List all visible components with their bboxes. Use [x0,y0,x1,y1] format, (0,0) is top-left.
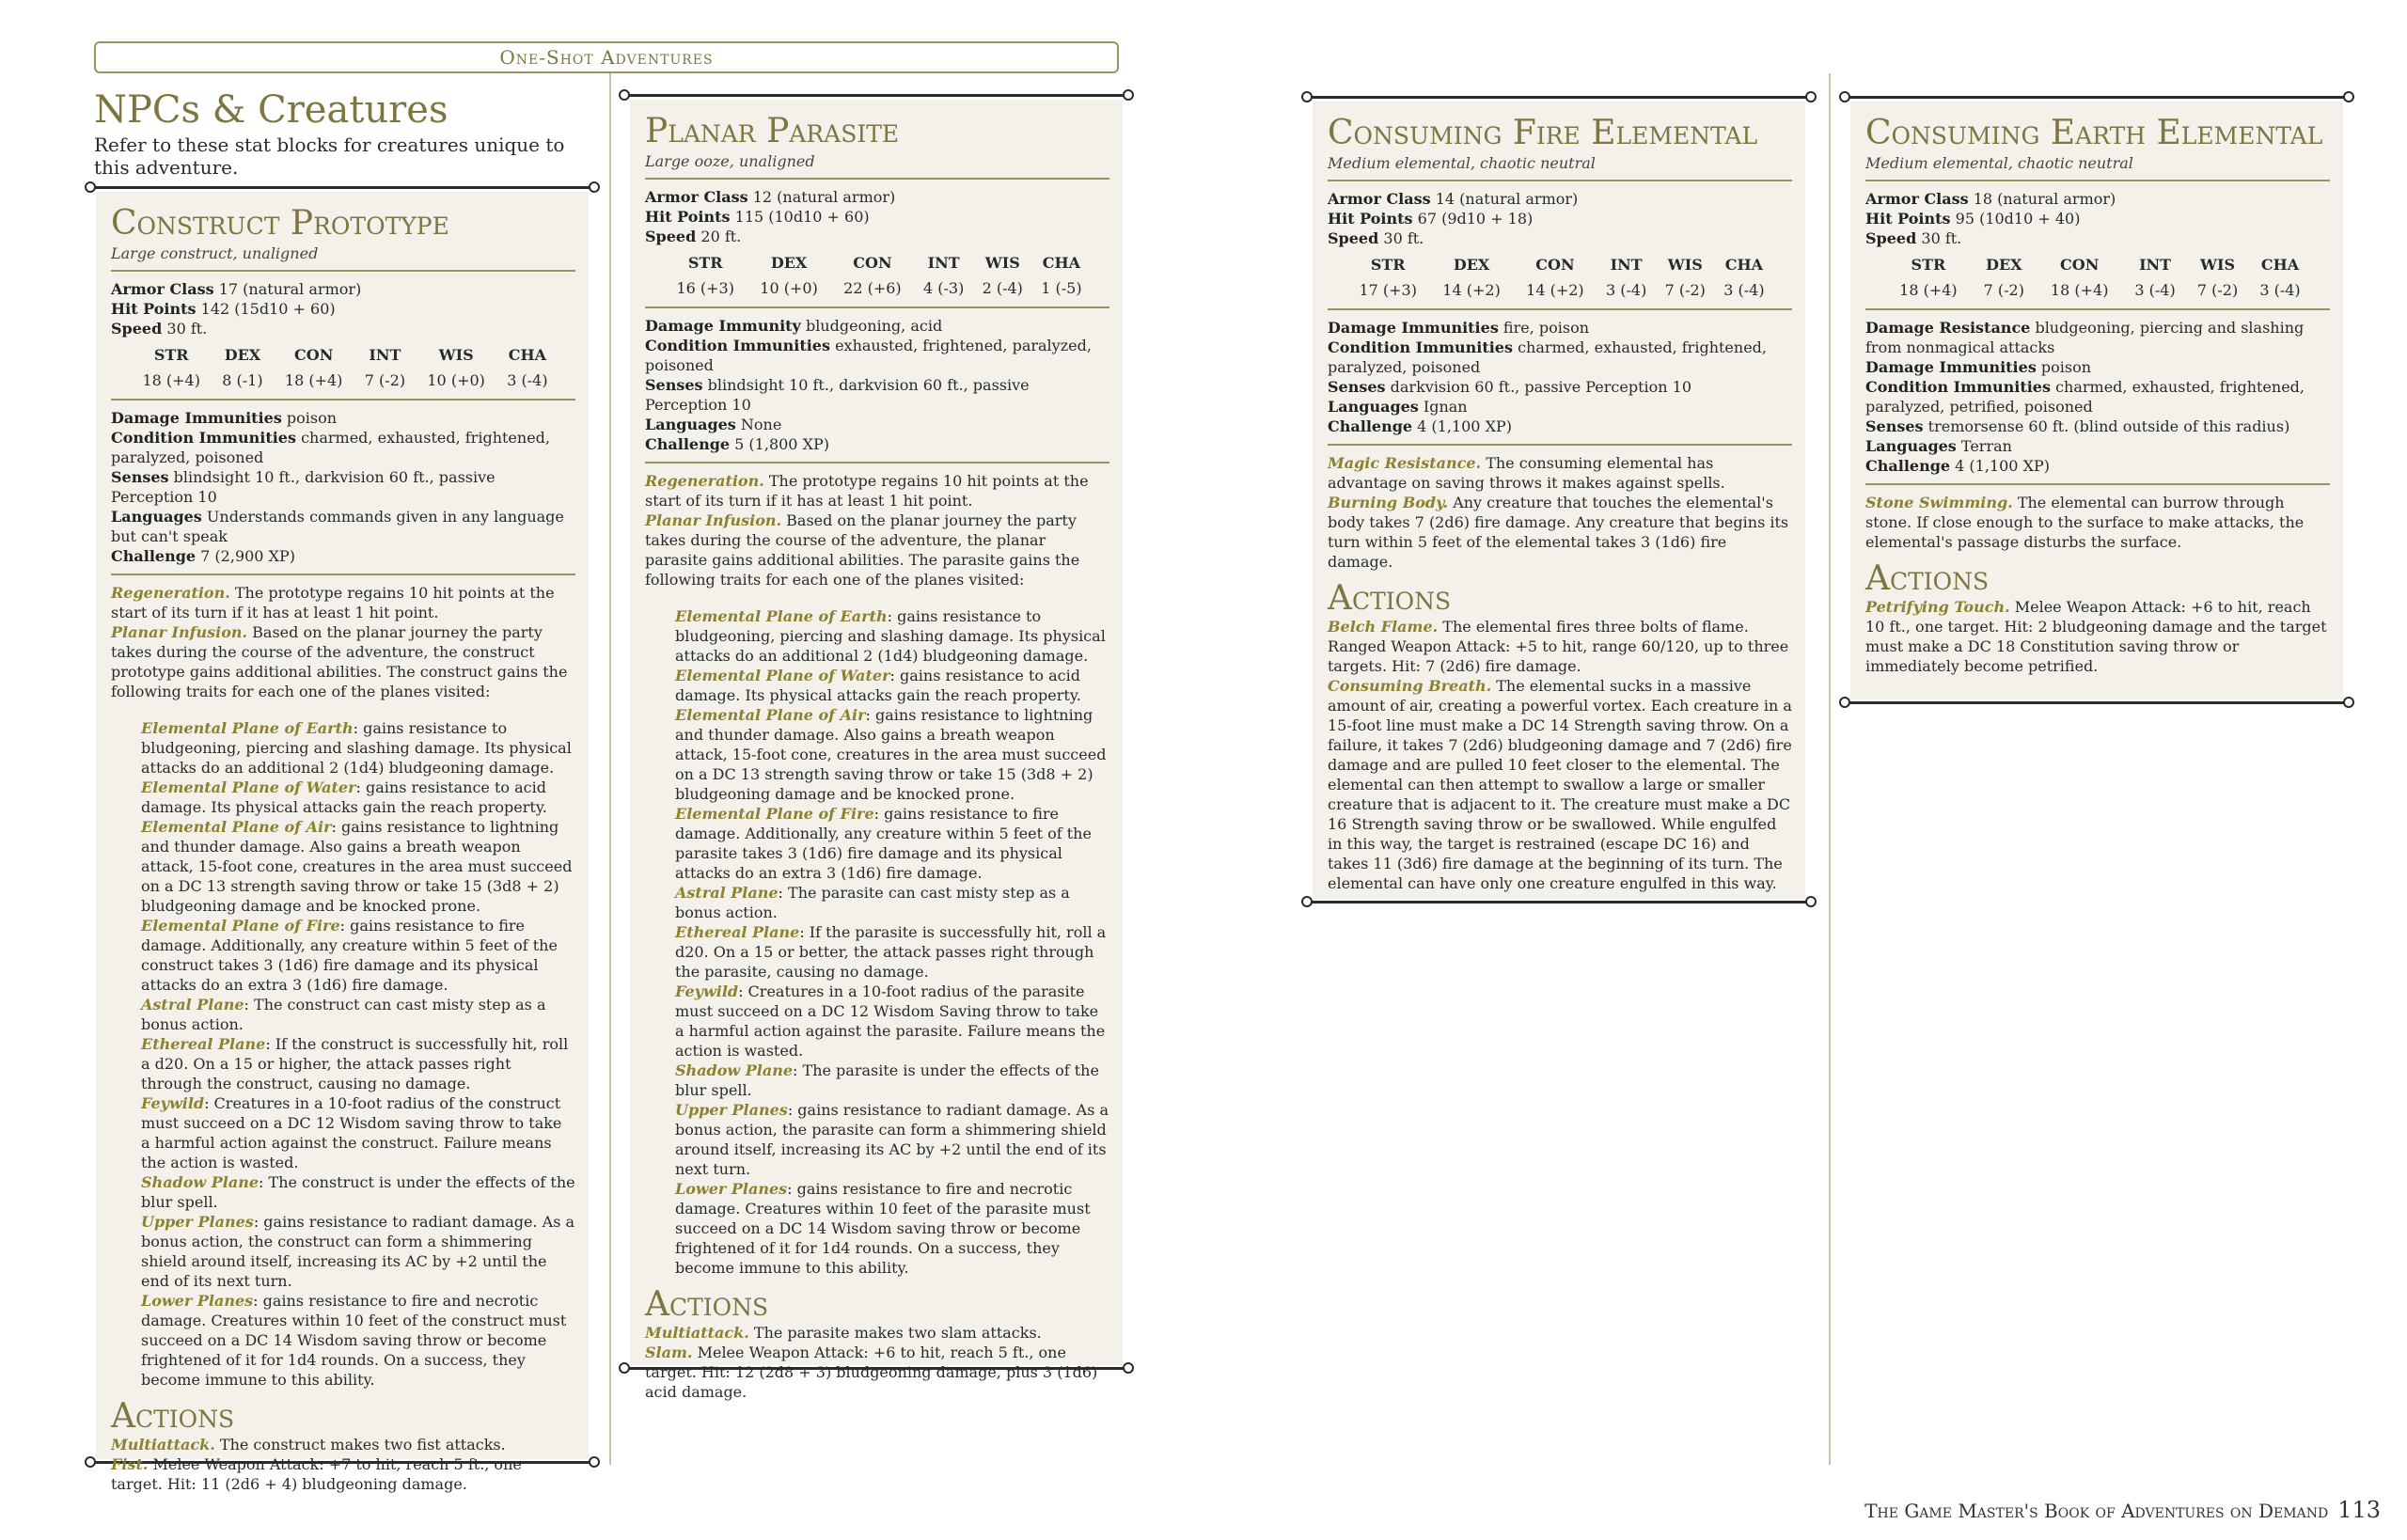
property-line [111,408,575,428]
action-entry [645,1323,1109,1343]
trait-name: Regeneration. [645,472,764,490]
trait-text: Any creature that touches the elemental's body takes 7 (2d6) fire damage. Any creature that begins its turn within 5 feet of the elemental takes 3 (1d6) fire damage. [1328,494,1789,571]
plane-text: : gains resistance to radiant damage. As a bonus action, the construct can form a shimmering shield around itself, increasing its AC by +2 until the end of its next turn. [141,1213,575,1290]
stat-line-ac [111,279,575,299]
stat-value: 95 (10d10 + 40) [1950,210,2081,228]
ability-score: 7 (-2) [1664,281,1706,299]
planar-trait [675,922,1109,982]
stat-value: 30 ft. [162,320,208,338]
stat-line-ac [1328,189,1792,209]
stat-line-speed [645,227,1109,246]
ability-header: DEX [1986,256,2022,274]
plane-name: Elemental Plane of Fire [675,805,874,823]
plane-text: : gains resistance to acid damage. Its physical attacks gain the reach property. [675,667,1081,704]
column-divider [1829,73,1831,1465]
property-label: Damage Resistance [1865,319,2031,337]
stat-block [630,100,1123,1401]
ability-score: 14 (+2) [1526,281,1584,299]
ability-scores-table [130,344,557,391]
ability-header: DEX [224,346,261,364]
plane-text: : If the parasite is successfully hit, roll a d20. On a 15 or better, the attack passes right through the parasite, causing no damage. [675,923,1107,981]
ability-header: INT [2139,256,2172,274]
ability-header: CHA [508,346,547,364]
plane-name: Astral Plane [675,884,779,902]
action-text: The elemental sucks in a massive amount of air, creating a powerful vortex. Each creature in a 15-foot line must make a DC 14 Strength saving throw. On a failure, it takes 7 (2d6) bludgeoning damage and 7 (2d6) fire damage and are pulled 10 feet closer to the elemental. The elemental can then attempt to swallow a large or smaller creature that is adjacent to it. The creature must make a DC 16 Strength saving throw or be swallowed. While engulfed in this way, the target is restrained (escape DC 16) and takes 11 (3d6) fire damage at the beginning of its turn. The elemental can have only one creature engulfed in this way. [1328,677,1792,892]
divider-rule [645,178,1109,180]
trait-text: The consuming elemental has advantage on saving throws it makes against spells. [1328,454,1725,492]
stat-value: 142 (15d10 + 60) [196,300,336,318]
actions-heading: Actions [1328,579,1452,618]
plane-name: Elemental Plane of Water [141,778,356,796]
property-line [1865,318,2330,357]
trait-entry [645,511,1109,589]
trait-entry [1865,493,2330,552]
planar-trait [675,666,1109,705]
action-text: The construct makes two fist attacks. [214,1436,506,1454]
ability-score: 22 (+6) [843,279,902,297]
stat-block [1313,102,1805,899]
creature-type: Large construct, unaligned [111,244,319,262]
property-label: Condition Immunities [111,429,296,447]
planar-trait [141,995,575,1034]
ability-score: 4 (-3) [922,279,965,297]
stat-label: Armor Class [645,188,748,206]
intro-text: Refer to these stat blocks for creatures unique to this adventure. [94,134,565,179]
property-value: Terran [1956,437,2012,455]
trait-name: Burning Body. [1328,494,1449,511]
block-bar-top [1845,96,2349,99]
ability-score: 18 (+4) [284,371,343,389]
stat-value: 17 (natural armor) [213,280,362,298]
running-header: One-Shot Adventures [94,41,1119,73]
stat-label: Hit Points [1865,210,1951,228]
property-label: Senses [1328,378,1386,396]
action-entry [1328,617,1792,676]
planar-trait [141,1172,575,1212]
property-line [1865,357,2330,377]
property-line [1328,377,1792,397]
block-bar-top [1307,96,1811,99]
ability-score: 7 (-2) [2196,281,2239,299]
ability-score: 3 (-4) [1723,281,1765,299]
book-title: The Game Master's Book of Adventures on Demand [1864,1500,2329,1522]
action-name: Consuming Breath. [1328,677,1492,695]
property-label: Languages [1865,437,1957,455]
stat-label: Hit Points [1328,210,1413,228]
property-line [645,434,1109,454]
trait-name: Magic Resistance. [1328,454,1482,472]
ability-header: DEX [1453,256,1490,274]
divider-rule [645,462,1109,464]
property-value: darkvision 60 ft., passive Perception 10 [1385,378,1692,396]
ability-score: 14 (+2) [1442,281,1501,299]
planar-trait [675,982,1109,1061]
trait-name: Planar Infusion. [645,511,782,529]
ability-header: CON [853,254,892,272]
property-value: poison [281,409,338,427]
planar-trait [141,1034,575,1093]
ability-header: INT [369,346,401,364]
divider-rule [645,306,1109,308]
ability-header: CON [294,346,334,364]
property-line [645,415,1109,434]
ability-score: 16 (+3) [676,279,734,297]
stat-block [96,192,589,1493]
ability-score: 10 (+0) [427,371,485,389]
stat-block [1850,102,2343,699]
block-bar-top [90,186,594,189]
action-entry [1865,597,2330,676]
plane-name: Elemental Plane of Fire [141,917,340,935]
trait-name: Regeneration. [111,584,230,602]
divider-rule [111,399,575,401]
stat-value: 12 (natural armor) [747,188,896,206]
stat-value: 18 (natural armor) [1968,190,2116,208]
plane-name: Upper Planes [675,1101,788,1119]
property-value: 4 (1,100 XP) [1412,417,1512,435]
action-text: The parasite makes two slam attacks. [748,1324,1042,1342]
plane-name: Elemental Plane of Earth [675,607,888,625]
stat-line-hp [1328,209,1792,228]
property-label: Condition Immunities [1328,338,1513,356]
property-label: Challenge [111,547,197,565]
property-value: 4 (1,100 XP) [1950,457,2050,475]
property-label: Damage Immunities [111,409,282,427]
property-value: bludgeoning, piercing and slashing from nonmagical attacks [1865,319,2305,356]
action-name: Belch Flame. [1328,618,1439,636]
block-bar-top [624,94,1128,97]
property-label: Languages [111,508,202,526]
ability-header: STR [153,346,189,364]
property-line [111,507,575,546]
plane-name: Lower Planes [141,1292,254,1310]
planar-trait [141,1212,575,1291]
property-value: exhausted, frightened, paralyzed, poisoned [645,337,1092,374]
planar-trait [141,1291,575,1390]
stat-line-hp [1865,209,2330,228]
column-divider [609,73,611,1465]
planar-trait [675,1061,1109,1100]
planar-trait [141,817,575,916]
action-text: Melee Weapon Attack: +6 to hit, reach 10 ft., one target. Hit: 2 bludgeoning damage and the target must make a DC 18 Constitution saving throw or immediately become petrified. [1865,598,2327,675]
plane-name: Elemental Plane of Air [141,818,332,836]
stat-value: 30 ft. [1378,229,1424,247]
stat-value: 115 (10d10 + 60) [730,208,870,226]
block-bar-bottom [1845,701,2349,704]
page-footer [1864,1497,2381,1523]
action-name: Multiattack. [645,1324,749,1342]
property-line [645,316,1109,336]
ability-score: 18 (+4) [2050,281,2109,299]
ability-scores-table [1346,254,1773,301]
trait-entry [111,622,575,701]
property-value: charmed, exhausted, frightened, paralyzed, petrified, poisoned [1865,378,2305,416]
divider-rule [1328,444,1792,446]
property-line [111,546,575,566]
planar-trait [675,883,1109,922]
action-name: Slam. [645,1344,693,1361]
planar-trait [141,778,575,817]
creature-name: Planar Parasite [645,112,900,150]
ability-score: 18 (+4) [142,371,200,389]
property-line [645,375,1109,415]
property-value: tremorsense 60 ft. (blind outside of this radius) [1923,417,2290,435]
ability-score: 3 (-4) [2259,281,2301,299]
ability-header: WIS [2200,256,2236,274]
ability-score: 3 (-4) [1605,281,1647,299]
plane-text: : Creatures in a 10-foot radius of the parasite must succeed on a DC 12 Wisdom Saving throw to take a harmful action against the parasite. Failure means the action is wasted. [675,982,1106,1060]
ability-scores-table [1884,254,2311,301]
plane-name: Astral Plane [141,996,244,1014]
actions-heading: Actions [645,1285,769,1324]
section-title: NPCs & Creatures [94,88,448,132]
trait-entry [1328,493,1792,572]
plane-name: Feywild [141,1094,205,1112]
stat-line-ac [645,187,1109,207]
property-label: Languages [645,416,736,433]
planar-trait [675,705,1109,804]
property-line [645,336,1109,375]
ability-score: 1 (-5) [1041,279,1082,297]
property-value: Ignan [1418,398,1468,416]
ability-score: 3 (-4) [507,371,548,389]
property-label: Senses [645,376,703,394]
stat-value: 30 ft. [1916,229,1962,247]
plane-text: : If the construct is successfully hit, roll a d20. On a 15 or higher, the attack passes right through the construct, causing no damage. [141,1035,569,1092]
plane-name: Ethereal Plane [141,1035,266,1053]
ability-header: WIS [984,254,1020,272]
action-text: Melee Weapon Attack: +7 to hit, reach 5 ft., one target. Hit: 11 (2d6 + 4) bludgeoning damage. [111,1455,522,1493]
plane-name: Shadow Plane [141,1173,260,1191]
action-entry [1328,676,1792,893]
action-entry [111,1435,575,1454]
plane-text: : gains resistance to radiant damage. As a bonus action, the parasite can form a shimmering shield around itself, increasing its AC by +2 until the end of its next turn. [675,1101,1109,1178]
property-value: 7 (2,900 XP) [196,547,295,565]
plane-name: Ethereal Plane [675,923,800,941]
stat-line-hp [111,299,575,319]
planar-trait [141,916,575,995]
stat-value: 14 (natural armor) [1430,190,1579,208]
divider-rule [1865,180,2330,181]
plane-name: Elemental Plane of Air [675,706,866,724]
creature-type: Medium elemental, chaotic neutral [1328,154,1596,172]
property-value: poison [2036,358,2092,376]
planar-trait [675,1179,1109,1278]
property-value: blindsight 10 ft., darkvision 60 ft., passive Perception 10 [111,468,496,506]
plane-text: : gains resistance to lightning and thunder damage. Also gains a breath weapon attack, 15-foot cone, creatures in the area must succeed on a DC 13 strength saving throw or take 15 (3d8 + 2) bludgeoning damage and be knocked prone. [141,818,573,915]
trait-entry [111,583,575,622]
trait-name: Stone Swimming. [1865,494,2013,511]
action-text: Melee Weapon Attack: +6 to hit, reach 5 ft., one target. Hit: 12 (2d8 + 3) bludgeoning damage, plus 3 (1d6) acid damage. [645,1344,1098,1401]
action-name: Fist. [111,1455,149,1473]
trait-text: Based on the planar journey the party takes during the course of the adventure, the construct prototype gains additional abilities. The construct gains the following traits for each one of the planes visited: [111,623,568,700]
actions-heading: Actions [1865,559,1990,598]
plane-text: : The construct can cast misty step as a bonus action. [141,996,546,1033]
plane-text: : The parasite is under the effects of the blur spell. [675,1061,1099,1099]
plane-text: : The parasite can cast misty step as a bonus action. [675,884,1070,921]
property-label: Condition Immunities [645,337,830,354]
divider-rule [111,574,575,575]
page-number: 113 [2337,1497,2381,1523]
trait-name: Planar Infusion. [111,623,248,641]
ability-header: CHA [1042,254,1081,272]
plane-name: Elemental Plane of Earth [141,719,354,737]
plane-text: : gains resistance to fire damage. Additionally, any creature within 5 feet of the parasite takes 3 (1d6) fire damage and its physical attacks do an extra 3 (1d6) fire damage. [675,805,1092,882]
ability-score: 3 (-4) [2134,281,2176,299]
ability-header: STR [687,254,723,272]
plane-name: Shadow Plane [675,1061,794,1079]
property-value: charmed, exhausted, frightened, paralyzed, poisoned [1328,338,1767,376]
ability-header: CON [1535,256,1575,274]
property-line [1328,416,1792,436]
plane-text: : Creatures in a 10-foot radius of the construct must succeed on a DC 12 Wisdom saving throw to take a harmful action against the construct. Failure means the action is wasted. [141,1094,562,1171]
property-line [111,428,575,467]
planar-traits-list [645,606,1109,1278]
property-line [1865,436,2330,456]
property-value: fire, poison [1498,319,1590,337]
ability-header: INT [1610,256,1643,274]
property-line [1328,318,1792,338]
property-value: blindsight 10 ft., darkvision 60 ft., passive Perception 10 [645,376,1030,414]
property-line [1865,416,2330,436]
property-value: Understands commands given in any language but can't speak [111,508,564,545]
stat-label: Speed [111,320,163,338]
ability-score: 18 (+4) [1899,281,1958,299]
property-label: Languages [1328,398,1419,416]
divider-rule [1328,308,1792,310]
divider-rule [1865,483,2330,485]
creature-type: Medium elemental, chaotic neutral [1865,154,2133,172]
action-entry [645,1343,1109,1402]
trait-text: Based on the planar journey the party takes during the course of the adventure, the planar parasite gains additional abilities. The parasite gains the following traits for each one of the planes visited: [645,511,1080,589]
planar-traits-list [111,718,575,1390]
property-line [1865,377,2330,416]
plane-name: Elemental Plane of Water [675,667,890,684]
plane-name: Feywild [675,982,739,1000]
property-label: Condition Immunities [1865,378,2051,396]
divider-rule [111,270,575,272]
plane-text: : gains resistance to bludgeoning, piercing and slashing damage. Its physical attacks do an additional 2 (1d4) bludgeoning damage. [675,607,1106,665]
action-name: Multiattack. [111,1436,215,1454]
stat-label: Hit Points [645,208,731,226]
property-line [1865,456,2330,476]
stat-value: 67 (9d10 + 18) [1412,210,1534,228]
trait-entry [645,471,1109,511]
ability-header: CHA [2260,256,2300,274]
property-label: Damage Immunities [1328,319,1499,337]
action-text: The elemental fires three bolts of flame. Ranged Weapon Attack: +5 to hit, range 60/120, up to three targets. Hit: 7 (2d6) fire damage. [1328,618,1789,675]
stat-line-hp [645,207,1109,227]
action-entry [111,1454,575,1494]
planar-trait [675,606,1109,666]
stat-line-ac [1865,189,2330,209]
creature-name: Construct Prototype [111,204,449,243]
property-value: None [735,416,782,433]
ability-header: INT [927,254,960,272]
trait-text: The prototype regains 10 hit points at the start of its turn if it has at least 1 hit point. [111,584,555,621]
ability-score: 7 (-2) [1983,281,2024,299]
stat-line-speed [111,319,575,338]
stat-value: 20 ft. [696,228,742,245]
creature-name: Consuming Fire Elemental [1328,114,1758,152]
intro-section [94,88,583,179]
plane-text: : gains resistance to bludgeoning, piercing and slashing damage. Its physical attacks do an additional 2 (1d4) bludgeoning damage. [141,719,572,777]
plane-name: Upper Planes [141,1213,254,1231]
plane-text: : gains resistance to acid damage. Its physical attacks gain the reach property. [141,778,547,816]
action-name: Petrifying Touch. [1865,598,2010,616]
ability-header: STR [1370,256,1406,274]
stat-label: Armor Class [1865,190,1969,208]
plane-text: : gains resistance to fire damage. Additionally, any creature within 5 feet of the construct takes 3 (1d6) fire damage and its physical attacks do an extra 3 (1d6) fire damage. [141,917,558,994]
ability-score: 8 (-1) [222,371,263,389]
stat-label: Armor Class [111,280,214,298]
ability-header: WIS [1667,256,1703,274]
planar-trait [141,1093,575,1172]
ability-header: CHA [1724,256,1764,274]
ability-header: DEX [770,254,808,272]
ability-header: STR [1911,256,1946,274]
trait-text: The elemental can burrow through stone. If close enough to the surface to make attacks, the elemental's passage disturbs the surface. [1865,494,2305,551]
ability-scores-table [664,252,1091,299]
actions-heading: Actions [111,1397,235,1436]
property-label: Challenge [645,435,731,453]
divider-rule [1328,180,1792,181]
property-line [1328,397,1792,416]
property-label: Senses [111,468,169,486]
plane-text: : gains resistance to fire and necrotic damage. Creatures within 10 feet of the construct must succeed on a DC 14 Wisdom saving throw or become frightened of it for 1d4 rounds. On a success, they become immune to this ability. [141,1292,567,1389]
ability-score: 17 (+3) [1359,281,1417,299]
property-line [111,467,575,507]
plane-name: Lower Planes [675,1180,788,1198]
ability-header: WIS [438,346,474,364]
property-label: Damage Immunities [1865,358,2037,376]
planar-trait [675,1100,1109,1179]
trait-text: The prototype regains 10 hit points at the start of its turn if it has at least 1 hit point. [645,472,1089,510]
planar-trait [675,804,1109,883]
ability-score: 10 (+0) [760,279,818,297]
stat-label: Hit Points [111,300,197,318]
trait-entry [1328,453,1792,493]
stat-line-speed [1865,228,2330,248]
property-value: bludgeoning, acid [800,317,943,335]
property-label: Damage Immunity [645,317,801,335]
creature-name: Consuming Earth Elemental [1865,114,2323,152]
stat-label: Armor Class [1328,190,1431,208]
property-value: charmed, exhausted, frightened, paralyzed, poisoned [111,429,550,466]
ability-score: 7 (-2) [364,371,406,389]
property-label: Challenge [1865,457,1951,475]
property-line [1328,338,1792,377]
ability-header: CON [2060,256,2100,274]
plane-text: : gains resistance to fire and necrotic damage. Creatures within 10 feet of the parasite must succeed on a DC 14 Wisdom saving throw or become frightened of it for 1d4 rounds. On a success, they become immune to this ability. [675,1180,1091,1277]
stat-label: Speed [1328,229,1379,247]
plane-text: : gains resistance to lightning and thunder damage. Also gains a breath weapon attack, 15-foot cone, creatures in the area must succeed on a DC 13 strength saving throw or take 15 (3d8 + 2) bludgeoning damage and be knocked prone. [675,706,1107,803]
stat-label: Speed [1865,229,1917,247]
stat-line-speed [1328,228,1792,248]
ability-score: 2 (-4) [982,279,1023,297]
property-label: Challenge [1328,417,1413,435]
divider-rule [1865,308,2330,310]
plane-text: : The construct is under the effects of the blur spell. [141,1173,575,1211]
planar-trait [141,718,575,778]
block-bar-bottom [1307,901,1811,904]
creature-type: Large ooze, unaligned [645,152,815,170]
property-label: Senses [1865,417,1924,435]
stat-label: Speed [645,228,697,245]
property-value: 5 (1,800 XP) [730,435,829,453]
